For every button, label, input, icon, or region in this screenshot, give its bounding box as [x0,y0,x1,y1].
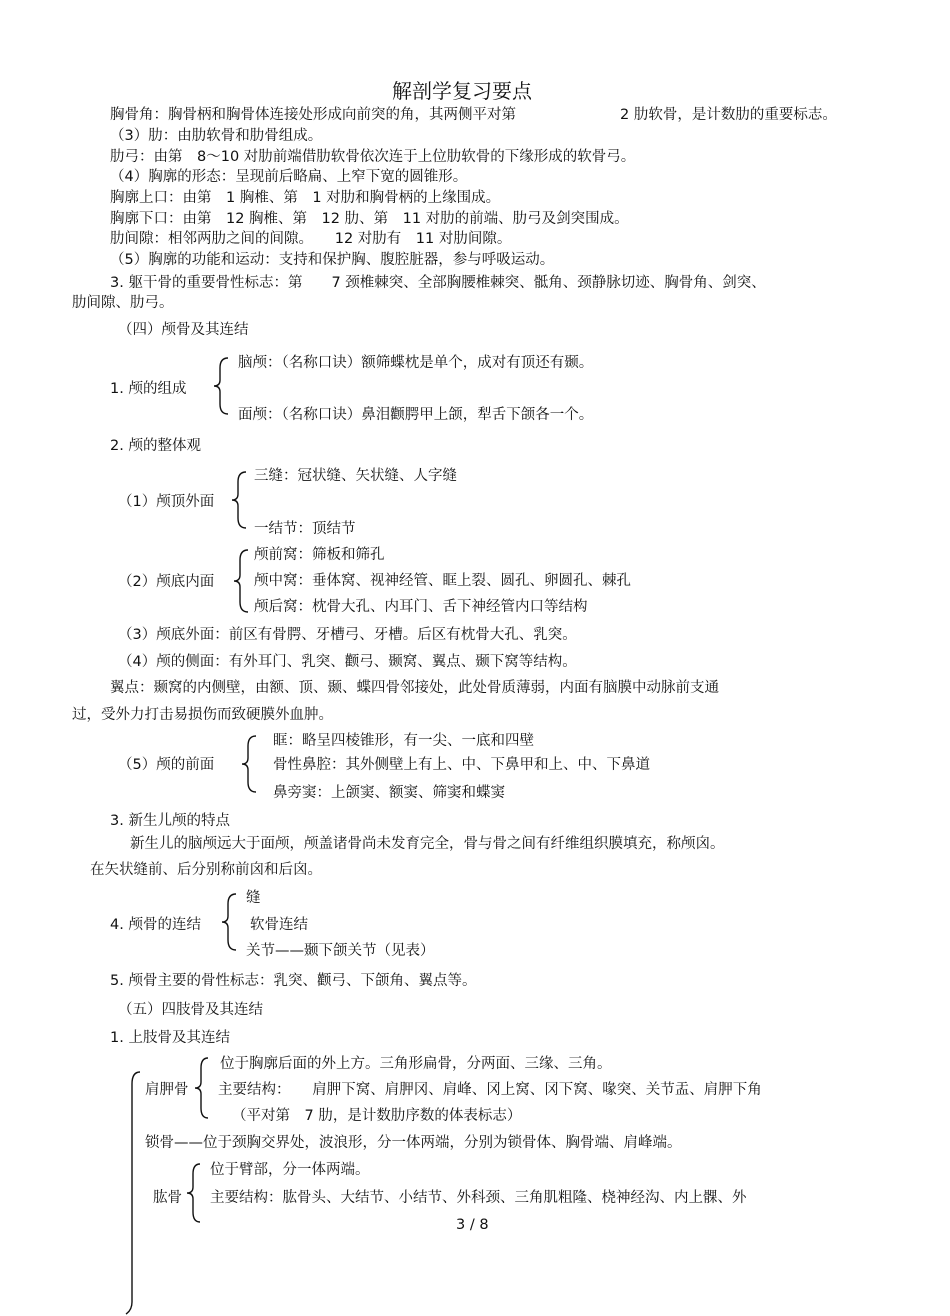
text-line: 三缝：冠状缝、矢状缝、人字缝 [254,468,457,484]
text-line: 过，受外力打击易损伤而致硬膜外血肿。 [72,707,333,723]
text-line: 胸廓下口：由第 12 胸椎、第 12 肋、第 11 对肋的前端、肋弓及剑突围成。 [110,211,629,227]
text-line: 胸骨角：胸骨柄和胸骨体连接处形成向前突的角，其两侧平对第 [110,107,516,123]
text-line: 软骨连结 [250,917,308,933]
text-line: 位于臂部，分一体两端。 [210,1162,370,1178]
text-line: 翼点：颞窝的内侧壁，由额、顶、颞、蝶四骨邻接处，此处骨质薄弱，内面有脑膜中动脉前支通 [110,680,719,696]
page-title: 解剖学复习要点 [392,79,532,103]
text-line: 位于胸廓后面的外上方。三角形扁骨，分两面、三缘、三角。 [220,1056,612,1072]
text-line: 新生儿的脑颅远大于面颅，颅盖诸骨尚未发育完全，骨与骨之间有纤维组织膜填充，称颅囟。 [130,836,725,852]
text-line: （5）胸廓的功能和运动：支持和保护胸、腹腔脏器，参与呼吸运动。 [110,252,555,268]
curly-brace [238,734,262,794]
text-line: （3）肋：由肋软骨和肋骨组成。 [110,128,323,144]
item-heading: （2）颅底内面 [118,574,215,590]
item-heading: 1. 上肢骨及其连结 [110,1030,230,1046]
text-line: 2 肋软骨，是计数肋的重要标志。 [620,107,837,123]
text-line: （4）颅的侧面：有外耳门、乳突、颧弓、颞窝、翼点、颞下窝等结构。 [118,654,577,670]
curly-brace [184,1162,204,1224]
text-line: 脑颅：（名称口诀）额筛蝶枕是单个，成对有顶还有颞。 [238,355,594,371]
text-line: 主要结构：肱骨头、大结节、小结节、外科颈、三角肌粗隆、桡神经沟、内上髁、外 [210,1190,747,1206]
item-heading: 1. 颅的组成 [110,381,187,397]
item-heading: 2. 颅的整体观 [110,438,201,454]
curly-brace [210,356,234,416]
text-line: 肋间隙、肋弓。 [72,295,174,311]
text-line: 胸廓上口：由第 1 胸椎、第 1 对肋和胸骨柄的上缘围成。 [110,190,501,206]
text-line: 颅后窝：枕骨大孔、内耳门、舌下神经管内口等结构 [254,599,588,615]
section-heading: （四）颅骨及其连结 [118,322,249,338]
text-line: 鼻旁窦：上颌窦、额窦、筛窦和蝶窦 [273,785,505,801]
item-heading: 4. 颅骨的连结 [110,917,201,933]
curly-brace [192,1056,212,1120]
text-line: 颅中窝：垂体窝、视神经管、眶上裂、圆孔、卵圆孔、棘孔 [254,573,631,589]
text-line: 主要结构： 肩胛下窝、肩胛冈、肩峰、冈上窝、冈下窝、喙突、关节盂、肩胛下角 [218,1082,762,1098]
curly-brace-large [120,1070,144,1316]
item-label: 肩胛骨 [145,1082,189,1098]
text-line: 骨性鼻腔：其外侧壁上有上、中、下鼻甲和上、中、下鼻道 [273,757,650,773]
curly-brace [218,892,242,952]
item-label: 肱骨 [153,1190,182,1206]
text-line: （3）颅底外面：前区有骨腭、牙槽弓、牙槽。后区有枕骨大孔、乳突。 [118,627,577,643]
text-line: 缝 [246,890,261,906]
item-heading: （1）颅顶外面 [118,494,215,510]
text-line: 肋弓：由第 8～10 对肋前端借肋软骨依次连于上位肋软骨的下缘形成的软骨弓。 [110,149,636,165]
section-heading: （五）四肢骨及其连结 [118,1002,263,1018]
item-heading: （5）颅的前面 [118,757,215,773]
text-line: （4）胸廓的形态：呈现前后略扁、上窄下宽的圆锥形。 [110,169,468,185]
text-line: 颅前窝：筛板和筛孔 [254,547,385,563]
item-heading: 3. 新生儿颅的特点 [110,813,230,829]
page-number: 3 / 8 [456,1217,489,1233]
text-line: 面颅：（名称口诀）鼻泪颧腭甲上颌，犁舌下颌各一个。 [238,407,594,423]
text-line: 5. 颅骨主要的骨性标志：乳突、颧弓、下颌角、翼点等。 [110,973,477,989]
text-line: 一结节：顶结节 [254,521,356,537]
text-line: 3. 躯干骨的重要骨性标志：第 7 颈椎棘突、全部胸腰椎棘突、骶角、颈静脉切迹、胸骨角、剑突、 [110,275,766,291]
text-line: 关节——颞下颌关节（见表） [246,943,435,959]
text-line: 肋间隙：相邻两肋之间的间隙。 12 对肋有 11 对肋间隙。 [110,231,512,247]
text-line: （平对第 7 肋，是计数肋序数的体表标志） [232,1108,522,1124]
text-line: 锁骨——位于颈胸交界处，波浪形，分一体两端，分别为锁骨体、胸骨端、肩峰端。 [145,1135,682,1151]
curly-brace [228,470,252,530]
text-line: 在矢状缝前、后分别称前囟和后囟。 [90,862,322,878]
curly-brace [230,548,254,614]
text-line: 眶：略呈四棱锥形，有一尖、一底和四壁 [273,733,534,749]
